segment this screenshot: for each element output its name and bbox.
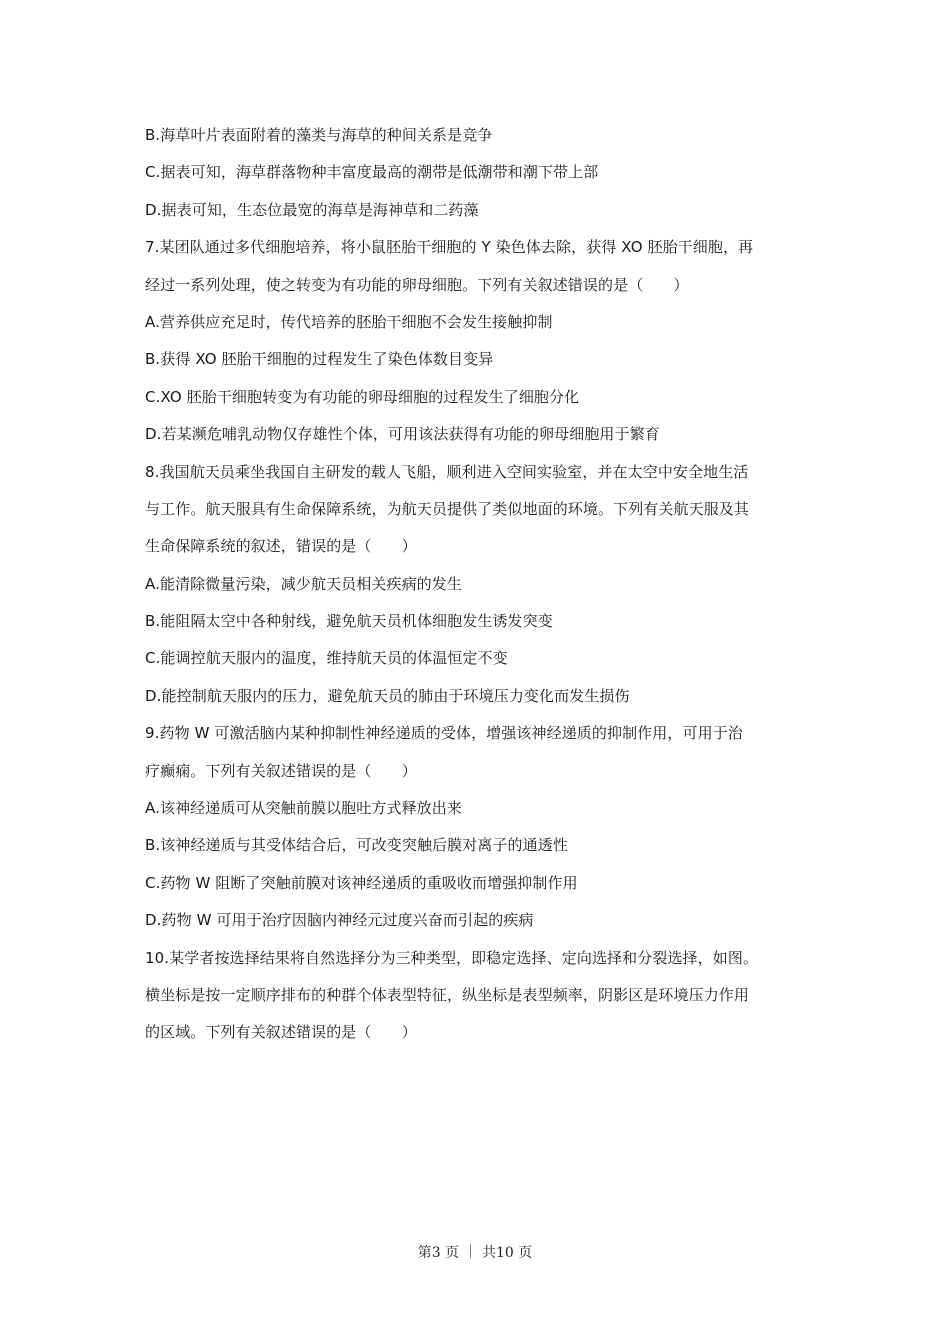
option-7a: A.营养供应充足时，传代培养的胚胎干细胞不会发生接触抑制	[145, 312, 553, 331]
option-8c: C.能调控航天服内的温度，维持航天员的体温恒定不变	[145, 649, 508, 668]
option-6d: D.据表可知，生态位最宽的海草是海神草和二药藻	[145, 200, 479, 219]
page-footer: 第3 页 ｜ 共10 页	[417, 1245, 533, 1261]
question-10-stem-line-1: 10.某学者按选择结果将自然选择分为三种类型，即稳定选择、定向选择和分裂选择，如图。	[145, 948, 759, 967]
option-6b: B.海草叶片表面附着的藻类与海草的种间关系是竞争	[145, 126, 493, 144]
question-9-stem-line-1: 9.药物 W 可激活脑内某种抑制性神经递质的受体，增强该神经递质的抑制作用，可用于治	[145, 724, 743, 743]
question-8-stem-line-3: 生命保障系统的叙述，错误的是（ ）	[145, 537, 417, 556]
option-9d: D.药物 W 可用于治疗因脑内神经元过度兴奋而引起的疾病	[145, 911, 534, 930]
option-7c: C.XO 胚胎干细胞转变为有功能的卵母细胞的过程发生了细胞分化	[145, 387, 580, 406]
option-9a: A.该神经递质可从突触前膜以胞吐方式释放出来	[145, 799, 462, 818]
option-8a: A.能清除微量污染，减少航天员相关疾病的发生	[145, 574, 462, 593]
option-9c: C.药物 W 阻断了突触前膜对该神经递质的重吸收而增强抑制作用	[145, 873, 578, 892]
question-text-block	[145, 117, 817, 1052]
option-7d: D.若某濒危哺乳动物仅存雄性个体，可用该法获得有功能的卵母细胞用于繁育	[145, 425, 660, 444]
option-8d: D.能控制航天服内的压力，避免航天员的肺由于环境压力变化而发生损伤	[145, 686, 630, 705]
question-10-stem-line-2: 横坐标是按一定顺序排布的种群个体表型特征，纵坐标是表型频率，阴影区是环境压力作用	[145, 985, 750, 1004]
option-7b: B.获得 XO 胚胎干细胞的过程发生了染色体数目变异	[145, 350, 494, 369]
option-6c: C.据表可知，海草群落物种丰富度最高的潮带是低潮带和潮下带上部	[145, 163, 599, 182]
question-8-stem-line-2: 与工作。航天服具有生命保障系统，为航天员提供了类似地面的环境。下列有关航天服及其	[145, 499, 750, 518]
question-7-stem-line-2: 经过一系列处理，使之转变为有功能的卵母细胞。下列有关叙述错误的是（ ）	[145, 275, 689, 294]
question-8-stem-line-1: 8.我国航天员乘坐我国自主研发的载人飞船，顺利进入空间实验室，并在太空中安全地生活	[145, 462, 749, 481]
option-9b: B.该神经递质与其受体结合后，可改变突触后膜对离子的通透性	[145, 836, 568, 855]
question-10-stem-line-3: 的区域。下列有关叙述错误的是（ ）	[145, 1023, 417, 1042]
option-8b: B.能阻隔太空中各种射线，避免航天员机体细胞发生诱发突变	[145, 612, 553, 631]
question-9-stem-line-2: 疗癫痫。下列有关叙述错误的是（ ）	[145, 761, 417, 780]
question-7-stem-line-1: 7.某团队通过多代细胞培养，将小鼠胚胎干细胞的 Y 染色体去除，获得 XO 胚胎干细胞，再	[145, 238, 754, 257]
